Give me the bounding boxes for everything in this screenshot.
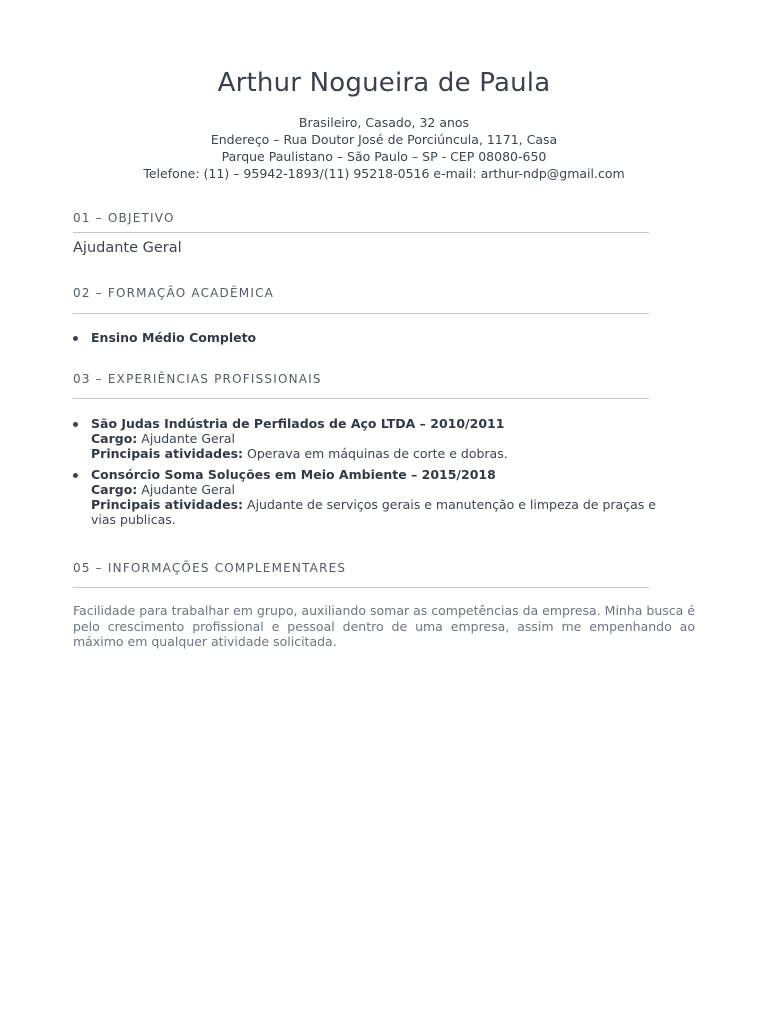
additional-info-divider — [73, 587, 649, 588]
role-value: Ajudante Geral — [141, 482, 235, 497]
objective-heading: 01 – OBJETIVO — [73, 211, 175, 225]
activities-value: Ajudante de serviços gerais e manutenção e limpeza de praças e vias publicas. — [91, 497, 656, 527]
experience-activities — [91, 446, 683, 461]
activities-label: Principais atividades: — [91, 497, 244, 512]
additional-info-text: Facilidade para trabalhar em grupo, auxiliando somar as competências da empresa. Minha busca é pelo crescimento profissional e pessoal dentro de uma empresa, assim me empenhando ao máximo em qualquer atividade solicitada. — [73, 603, 695, 649]
experience-company: São Judas Indústria de Perfilados de Aço LTDA – 2010/2011 — [91, 416, 505, 431]
education-divider — [73, 313, 649, 314]
activities-value: Operava em máquinas de corte e dobras. — [247, 446, 508, 461]
candidate-name: Arthur Nogueira de Paula — [217, 68, 551, 98]
role-label: Cargo: — [91, 482, 138, 497]
experience-item — [73, 416, 683, 461]
role-label: Cargo: — [91, 431, 138, 446]
experience-heading: 03 – EXPERIÊNCIAS PROFISSIONAIS — [73, 372, 322, 386]
bullet-icon — [73, 336, 78, 341]
additional-info-heading: 05 – INFORMAÇÕES COMPLEMENTARES — [73, 561, 347, 575]
activities-label: Principais atividades: — [91, 446, 244, 461]
address-line: Endereço – Rua Doutor José de Porciúncula, 1171, Casa — [210, 132, 558, 147]
education-heading: 02 – FORMAÇÃO ACADÊMICA — [73, 286, 275, 300]
experience-item — [73, 467, 683, 527]
role-value: Ajudante Geral — [141, 431, 235, 446]
bullet-icon — [73, 473, 78, 478]
experience-activities — [91, 497, 683, 527]
bullet-icon — [73, 422, 78, 427]
objective-text: Ajudante Geral — [73, 240, 182, 256]
experience-role — [91, 482, 683, 497]
district-line: Parque Paulistano – São Paulo – SP - CEP 08080-650 — [221, 149, 547, 164]
experience-divider — [73, 398, 649, 399]
phone-email-line: Telefone: (11) – 95942-1893/(11) 95218-0516 e-mail: arthur-ndp@gmail.com — [143, 166, 625, 181]
education-item-label: Ensino Médio Completo — [91, 330, 257, 345]
education-item — [73, 330, 683, 345]
objective-divider — [73, 232, 649, 233]
personal-info-line: Brasileiro, Casado, 32 anos — [298, 115, 470, 130]
experience-role — [91, 431, 683, 446]
experience-company: Consórcio Soma Soluções em Meio Ambiente – 2015/2018 — [91, 467, 496, 482]
